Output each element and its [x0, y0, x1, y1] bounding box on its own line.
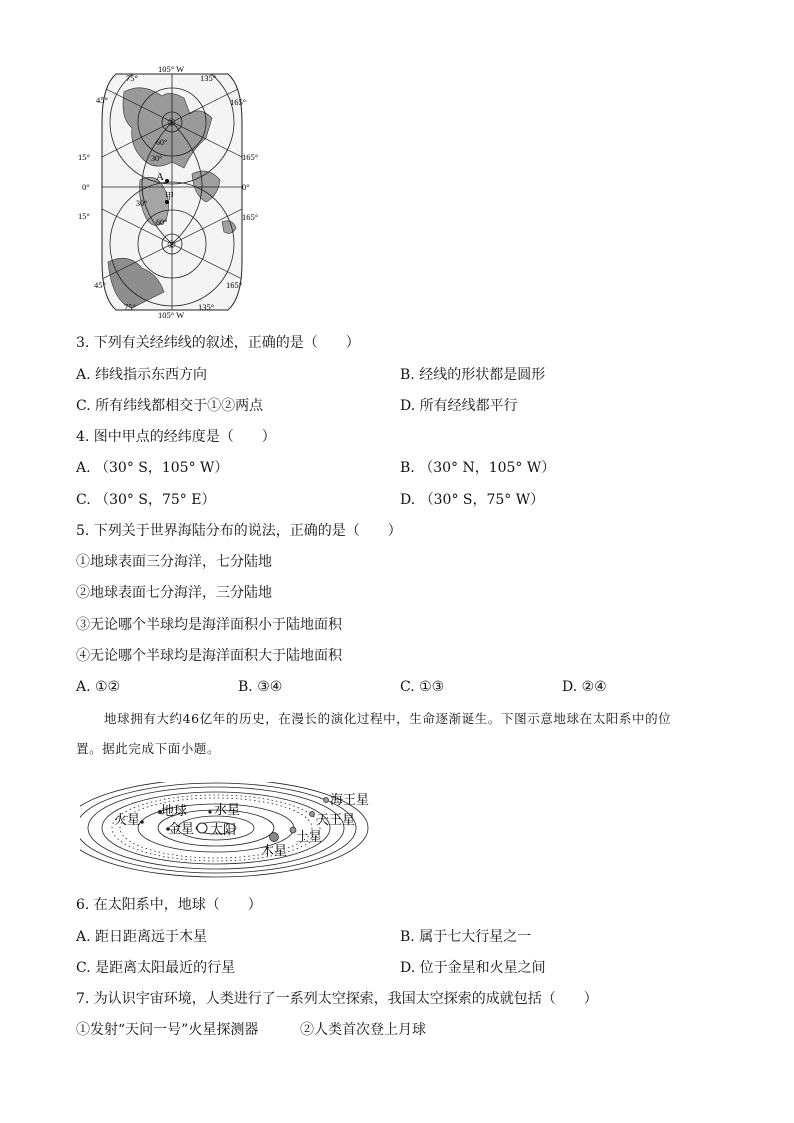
pole-north-label: ①: [167, 118, 176, 129]
jupiter-label: 木星: [261, 843, 288, 858]
pole-south-label: ②: [167, 240, 176, 251]
q5-option-a[interactable]: A. ①②: [76, 679, 121, 695]
q7-statement-2: ②人类首次登上月球: [300, 1022, 426, 1038]
top-label: 105° W: [158, 64, 185, 74]
question-6-stem: 6. 在太阳系中，地球（ ）: [76, 897, 262, 913]
mercury-label: 水星: [214, 802, 241, 817]
uranus-label: 天王星: [316, 812, 356, 827]
q3-option-d[interactable]: D. 所有经线都平行: [400, 398, 518, 414]
svg-text:60°: 60°: [156, 138, 168, 147]
q6-option-d[interactable]: D. 位于金星和火星之间: [400, 960, 546, 976]
svg-text:75°: 75°: [126, 73, 138, 83]
mercury-dot: [208, 810, 211, 813]
q5-statement-1: ①地球表面三分海洋，七分陆地: [76, 554, 272, 570]
point-a-label: A: [156, 171, 164, 183]
q6-option-c[interactable]: C. 是距离太阳最近的行星: [76, 960, 236, 976]
sun-label: 太阳: [210, 822, 237, 837]
svg-text:30°: 30°: [136, 199, 148, 208]
mars-dot: [140, 820, 144, 824]
q3-option-c[interactable]: C. 所有纬线都相交于①②两点: [76, 398, 264, 414]
q4-option-c[interactable]: C. （30° S，75° E）: [76, 492, 216, 508]
svg-text:165°: 165°: [242, 152, 259, 162]
point-a-marker: [165, 179, 169, 183]
question-5-stem: 5. 下列关于世界海陆分布的说法，正确的是（ ）: [76, 523, 402, 539]
venus-label: 金星: [168, 821, 195, 836]
svg-text:165°: 165°: [242, 212, 259, 222]
q4-option-a[interactable]: A. （30° S，105° W）: [76, 460, 229, 476]
svg-text:15°: 15°: [78, 211, 90, 221]
q5-statement-3: ③无论哪个半球均是海洋面积小于陆地面积: [76, 617, 342, 633]
svg-text:45°: 45°: [96, 95, 108, 105]
svg-text:165°: 165°: [230, 97, 247, 107]
q3-option-b[interactable]: B. 经线的形状都是圆形: [400, 367, 546, 383]
svg-text:30°: 30°: [151, 154, 163, 163]
svg-text:15°: 15°: [78, 152, 90, 162]
passage-line-2: 置。据此完成下面小题。: [76, 741, 221, 756]
latitude-longitude-map: [72, 62, 272, 320]
point-jia-label: 甲: [165, 191, 175, 201]
q5-statement-4: ④无论哪个半球均是海洋面积大于陆地面积: [76, 648, 342, 664]
solar-system-diagram: [80, 782, 390, 882]
q5-option-b[interactable]: B. ③④: [238, 679, 283, 695]
bottom-label: 105° W: [158, 310, 185, 320]
svg-text:135°: 135°: [198, 302, 215, 312]
earth-label: 地球: [161, 803, 188, 818]
svg-text:75°: 75°: [124, 302, 136, 312]
svg-text:165°: 165°: [226, 280, 243, 290]
q5-statement-2: ②地球表面七分海洋，三分陆地: [76, 585, 272, 601]
svg-text:60°: 60°: [156, 218, 168, 227]
svg-text:0°: 0°: [82, 182, 90, 192]
q5-option-d[interactable]: D. ②④: [562, 679, 607, 695]
svg-text:135°: 135°: [200, 73, 217, 83]
question-7-stem: 7. 为认识宇宙环境，人类进行了一系列太空探索，我国太空探索的成就包括（ ）: [76, 991, 598, 1007]
q6-option-a[interactable]: A. 距日距离远于木星: [76, 929, 208, 945]
uranus-dot: [310, 812, 315, 817]
question-4-stem: 4. 图中甲点的经纬度是（ ）: [76, 429, 276, 445]
mars-label: 火星: [114, 812, 141, 827]
neptune-dot: [324, 798, 329, 803]
q4-option-b[interactable]: B. （30° N，105° W）: [400, 460, 556, 476]
passage-line-1: 地球拥有大约46亿年的历史，在漫长的演化过程中，生命逐渐诞生。下图示意地球在太阳系中的位: [104, 711, 672, 726]
q4-option-d[interactable]: D. （30° S，75° W）: [400, 492, 545, 508]
q3-option-a[interactable]: A. 纬线指示东西方向: [76, 367, 208, 383]
saturn-label: 土星: [296, 829, 323, 844]
svg-text:0°: 0°: [242, 182, 250, 192]
neptune-label: 海王星: [330, 792, 370, 807]
q6-option-b[interactable]: B. 属于七大行星之一: [400, 929, 532, 945]
q5-option-c[interactable]: C. ①③: [400, 679, 445, 695]
sun-icon: [197, 823, 207, 833]
question-3-stem: 3. 下列有关经纬线的叙述，正确的是（ ）: [76, 335, 360, 351]
jupiter-dot: [270, 833, 279, 842]
q7-statement-1: ①发射“天问一号”火星探测器: [76, 1022, 259, 1038]
svg-text:45°: 45°: [94, 280, 106, 290]
